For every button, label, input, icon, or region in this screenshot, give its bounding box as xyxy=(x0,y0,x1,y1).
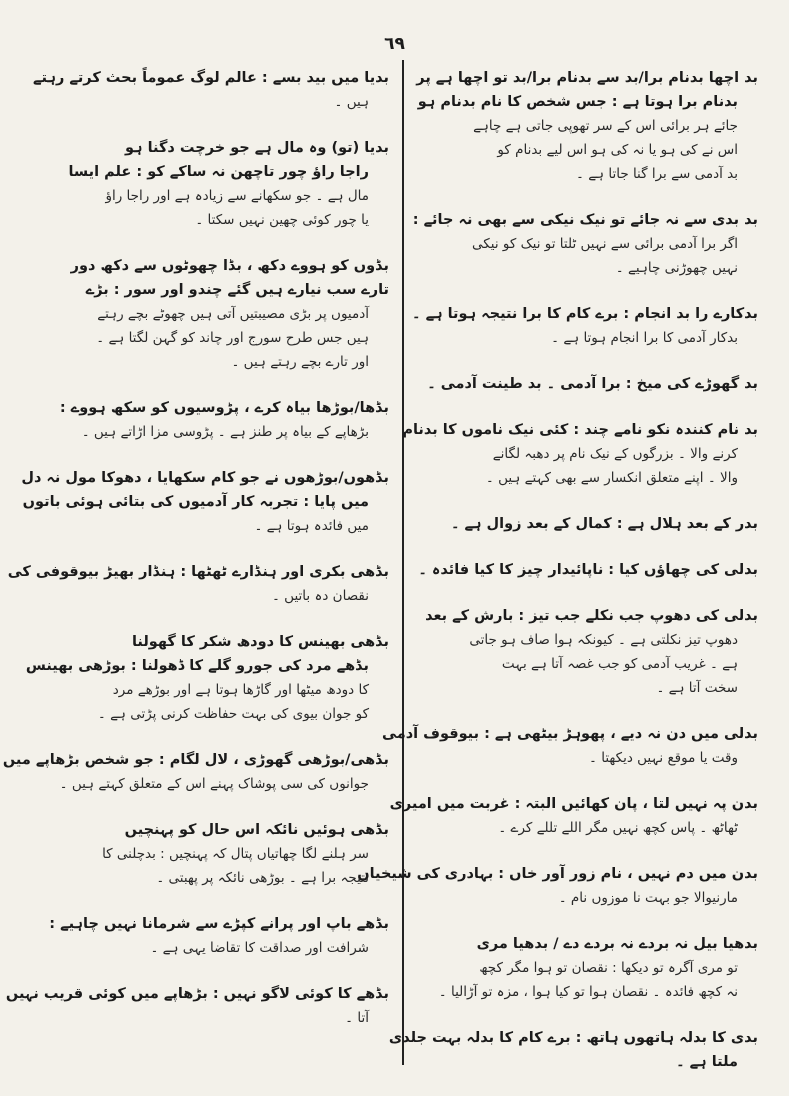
proverb-headword-line: بڈوں کو ہووے دکھ ، بڈا چھوٹوں سے دکھ دور xyxy=(70,258,389,274)
proverb-entry xyxy=(5,982,389,1030)
proverb-headword-line: بڈھے باپ اور پرانے کپڑے سے شرمانا نہیں چاہیے : xyxy=(49,916,389,932)
proverb-meaning-line: بڑھاپے کے بیاہ پر طنز ہے ۔ پڑوسی مزا اڑاتے ہیں ۔ xyxy=(81,424,369,440)
proverb-entry xyxy=(357,862,758,910)
proverb-headword-line: بدن میں دم نہیں ، نام زور آور خاں : بہادری کی شیخیاں xyxy=(357,866,758,882)
proverb-meaning-line: ٹھاٹھ ۔ پاس کچھ نہیں مگر اللے تللے کرے ۔ xyxy=(498,820,738,836)
proverb-entry xyxy=(412,302,758,350)
proverb-headword-line: بدکارے را بد انجام : برے کام کا برا نتیجہ ہوتا ہے ۔ xyxy=(412,306,758,322)
proverb-meaning-line: شرافت اور صداقت کا تقاضا یہی ہے ۔ xyxy=(150,940,369,956)
proverb-meaning-line: اگر برا آدمی برائی سے نہیں ٹلتا تو نیک کو نیکی xyxy=(472,236,738,252)
proverb-headword-line: میں پایا : تجربہ کار آدمیوں کی بتائی ہوئی باتوں xyxy=(22,494,369,510)
proverb-meaning-line: بد آدمی سے برا گنا جاتا ہے ۔ xyxy=(576,166,738,182)
proverb-headword-line: ملتا ہے ۔ xyxy=(676,1054,738,1070)
proverb-headword-line: تارے سب نیارے ہیں گئے چندو اور سور : بڑے xyxy=(85,282,389,298)
proverb-entry xyxy=(388,1026,758,1074)
proverb-headword-line: بڈھوں/بوڑھوں نے جو کام سکھایا ، دھوکا مول نہ دل xyxy=(21,470,389,486)
proverb-headword-line: بدھیا بیل نہ بردے نہ بردے دے / بدھیا مری xyxy=(476,936,758,952)
column-divider xyxy=(402,60,404,1065)
proverb-meaning-line: ہے ۔ غریب آدمی کو جب غصہ آتا ہے بہت xyxy=(501,656,738,672)
proverb-entry xyxy=(420,512,758,536)
proverb-meaning-line: نقصان دہ باتیں ۔ xyxy=(271,588,369,604)
proverb-entry xyxy=(21,466,389,538)
proverb-meaning-line: تو مری آگرہ تو دیکھا : نقصان تو ہوا مگر کچھ xyxy=(479,960,738,976)
proverb-entry xyxy=(44,136,389,232)
proverb-meaning-line: دھوپ تیز نکلتی ہے ۔ کیونکہ ہوا صاف ہو جاتی xyxy=(469,632,738,648)
proverb-entry xyxy=(44,912,389,960)
proverb-headword-line: بد نام کنندہ نکو نامے چند : کئی نیک ناموں کا بدنام xyxy=(402,422,758,438)
proverb-meaning-line: نہ کچھ فائدہ ۔ نقصان ہوا تو کیا ہوا ، مزہ تو آڑالیا ۔ xyxy=(438,984,738,1000)
proverb-headword-line: بدن پہ نہیں لتا ، پان کھائیں البتہ : غربت میں امیری xyxy=(389,796,758,812)
proverb-meaning-line: وقت یا موقع نہیں دیکھتا ۔ xyxy=(589,750,738,766)
proverb-entry xyxy=(420,604,758,700)
proverb-headword-line: بڈھا/بوڑھا بیاہ کرے ، پڑوسیوں کو سکھ ہووے : xyxy=(59,400,389,416)
proverb-meaning-line: بدکار آدمی کا برا انجام ہوتا ہے ۔ xyxy=(551,330,738,346)
proverb-entry xyxy=(389,792,758,840)
proverb-headword-line: بد بدی سے نہ جائے تو نیک نیکی سے بھی نہ جائے : xyxy=(412,212,758,228)
proverb-entry xyxy=(33,66,389,114)
left-column xyxy=(2,66,389,1052)
proverb-headword-line: بدلی کی دھوپ جب نکلے جب تیز : بارش کے بعد xyxy=(425,608,758,624)
right-column xyxy=(357,66,758,1096)
proverb-meaning-line: مارنیوالا جو بہت نا موزوں نام ۔ xyxy=(558,890,738,906)
proverb-entry xyxy=(44,396,389,444)
proverb-headword-line: بدیا (تو) وہ مال ہے جو خرچت دگنا ہو xyxy=(124,140,389,156)
proverb-meaning-line: آدمیوں پر بڑی مصیبتیں آتی ہیں چھوٹے بچے رہتے xyxy=(97,306,369,322)
proverb-meaning-line: اس نے کی ہو یا نہ کی ہو اس لیے بدنام کو xyxy=(497,142,738,158)
proverb-entry xyxy=(44,818,389,890)
proverb-meaning-line: آتا ۔ xyxy=(345,1010,369,1026)
proverb-meaning-line: کرنے والا ۔ بزرگوں کے نیک نام پر دھبہ لگانے xyxy=(492,446,738,462)
proverb-entry xyxy=(420,932,758,1004)
proverb-meaning-line: نتیجہ برا ہے ۔ بوڑھی نائکہ پر پھبتی ۔ xyxy=(156,870,369,886)
proverb-meaning-line: جوانوں کی سی پوشاک پہنے اس کے متعلق کہتے ہیں ۔ xyxy=(59,776,369,792)
proverb-entry xyxy=(402,418,758,490)
proverb-entry xyxy=(44,254,389,374)
proverb-meaning-line: مال ہے ۔ جو سکھانے سے زیادہ ہے اور راجا راؤ xyxy=(105,188,369,204)
proverb-headword-line: بدلی میں دن نہ دیے ، پھوہڑ بیٹھی ہے : بیوقوف آدمی xyxy=(382,726,758,742)
proverb-headword-line: بڈھے مرد کی جورو گلے کا ڈھولنا : بوڑھی بھینس xyxy=(25,658,369,674)
proverb-meaning-line: ہیں ۔ xyxy=(334,94,369,110)
proverb-meaning-line: کو جوان بیوی کی بہت حفاظت کرنی پڑتی ہے ۔ xyxy=(97,706,369,722)
proverb-meaning-line: سخت آتا ہے ۔ xyxy=(656,680,738,696)
proverb-headword-line: بدیا میں بید بسے : عالم لوگ عموماً بحث کرتے رہتے xyxy=(33,70,389,86)
page-number: ٦٩ xyxy=(384,34,405,54)
proverb-meaning-line: کا دودھ میٹھا اور گاڑھا ہوتا ہے اور بوڑھے مرد xyxy=(112,682,369,698)
proverb-headword-line: بدلی کی چھاؤں کیا : ناپائیدار چیز کا کیا فائدہ ۔ xyxy=(418,562,758,578)
proverb-headword-line: بڈھی بکری اور ہنڈارے ٹھٹھا : ہنڈار بھیڑ بیوقوفی کی xyxy=(7,564,389,580)
proverb-headword-line: بدنام برا ہوتا ہے : جس شخص کا نام بدنام ہو xyxy=(417,94,738,110)
proverb-headword-line: بد اچھا بدنام برا/بد سے بدنام برا/بد تو اچھا ہے پر xyxy=(416,70,758,86)
proverb-meaning-line: یا چور کوئی چھین نہیں سکتا ۔ xyxy=(195,212,369,228)
proverb-meaning-line: سر ہلنے لگا چھاتیاں پتال کہ پہنچیں : بدچلنی کا xyxy=(102,846,369,862)
proverb-entry xyxy=(416,66,758,186)
proverb-meaning-line: اور تارے بچے رہتے ہیں ۔ xyxy=(231,354,369,370)
proverb-entry xyxy=(420,558,758,582)
proverb-meaning-line: ہیں جس طرح سورج اور چاند کو گہن لگتا ہے ۔ xyxy=(96,330,369,346)
proverb-entry xyxy=(2,748,389,796)
proverb-headword-line: بڈھی ہوئیں نائکہ اس حال کو پہنچیں xyxy=(124,822,389,838)
proverb-entry xyxy=(7,560,389,608)
proverb-entry xyxy=(382,722,758,770)
proverb-meaning-line: جائے ہر برائی اس کے سر تھوپی جاتی ہے چاہے xyxy=(473,118,738,134)
proverb-entry xyxy=(412,208,758,280)
proverb-headword-line: بڈھی بھینس کا دودھ شکر کا گھولنا xyxy=(131,634,389,650)
proverb-meaning-line: والا ۔ اپنے متعلق انکسار سے بھی کہتے ہیں ۔ xyxy=(485,470,738,486)
proverb-headword-line: بد گھوڑے کی میخ : برا آدمی ۔ بد طینت آدمی ۔ xyxy=(427,376,758,392)
proverb-entry xyxy=(420,372,758,396)
proverb-headword-line: راجا راؤ چور تاچھن نہ ساکے کو : علم ایسا xyxy=(68,164,369,180)
proverb-headword-line: بدر کے بعد ہلال ہے : کمال کے بعد زوال ہے ۔ xyxy=(450,516,758,532)
proverb-entry xyxy=(25,630,389,726)
proverb-meaning-line: میں فائدہ ہوتا ہے ۔ xyxy=(254,518,369,534)
proverb-headword-line: بدی کا بدلہ ہاتھوں ہاتھ : برے کام کا بدلہ بہت جلدی xyxy=(388,1030,758,1046)
proverb-headword-line: بڈھی/بوڑھی گھوڑی ، لال لگام : جو شخص بڑھاپے میں xyxy=(2,752,389,768)
proverb-headword-line: بڈھے کا کوئی لاگو نہیں : بڑھاپے میں کوئی قریب نہیں xyxy=(5,986,389,1002)
proverb-meaning-line: نہیں چھوڑنی چاہیے ۔ xyxy=(615,260,738,276)
